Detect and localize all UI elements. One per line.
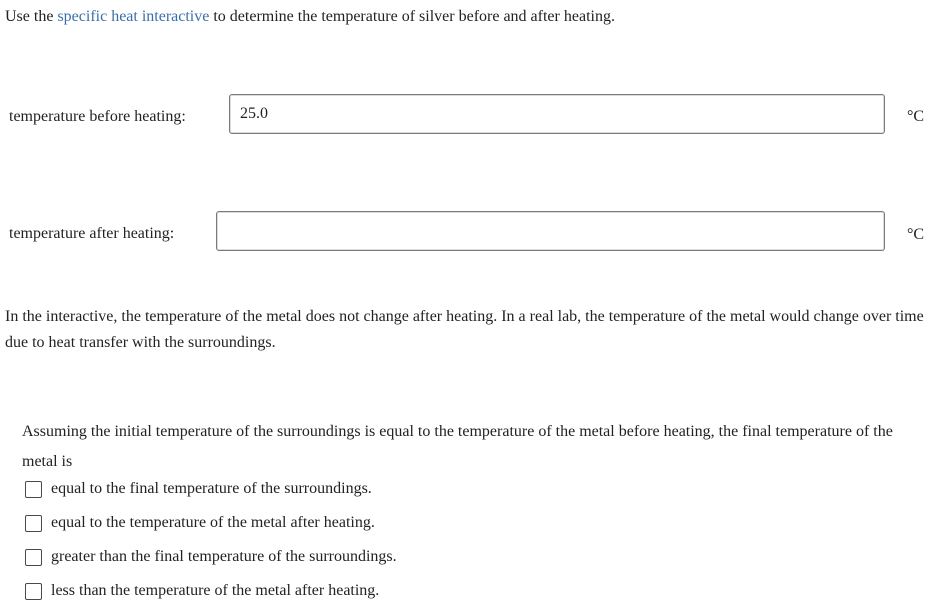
temperature-before-label: temperature before heating:	[9, 108, 186, 125]
option-2-checkbox[interactable]	[25, 515, 42, 532]
option-1-checkbox[interactable]	[25, 481, 42, 498]
question-prompt: Assuming the initial temperature of the surroundings is equal to the temperature of the metal before heating, the final temperature of the metal is	[22, 423, 893, 470]
option-4-label: less than the temperature of the metal after heating.	[51, 582, 380, 599]
interactive-note: In the interactive, the temperature of the metal does not change after heating. In a real lab, the temperature of the metal would change over time due to heat transfer with the surroundings.	[5, 308, 924, 351]
option-equal-metal-after-heating[interactable]	[25, 513, 375, 533]
option-3-checkbox[interactable]	[25, 549, 42, 566]
temperature-before-unit: °C	[907, 108, 925, 125]
option-2-label: equal to the temperature of the metal after heating.	[51, 514, 375, 531]
instructions	[5, 6, 615, 28]
option-greater-than-final-surroundings[interactable]	[25, 547, 397, 567]
option-4-checkbox[interactable]	[25, 583, 42, 600]
instructions-suffix: to determine the temperature of silver before and after heating.	[213, 8, 615, 25]
temperature-after-input[interactable]	[216, 211, 885, 251]
temperature-after-label: temperature after heating:	[9, 225, 175, 242]
option-3-label: greater than the final temperature of the surroundings.	[51, 548, 397, 565]
specific-heat-interactive-link[interactable]: specific heat interactive	[57, 8, 210, 25]
option-less-than-metal-after-heating[interactable]	[25, 581, 379, 601]
option-1-label: equal to the final temperature of the surroundings.	[51, 480, 372, 497]
temperature-after-unit: °C	[907, 226, 925, 243]
instructions-prefix: Use the	[5, 8, 54, 25]
option-equal-final-surroundings[interactable]	[25, 479, 372, 499]
temperature-before-input[interactable]	[229, 94, 885, 134]
